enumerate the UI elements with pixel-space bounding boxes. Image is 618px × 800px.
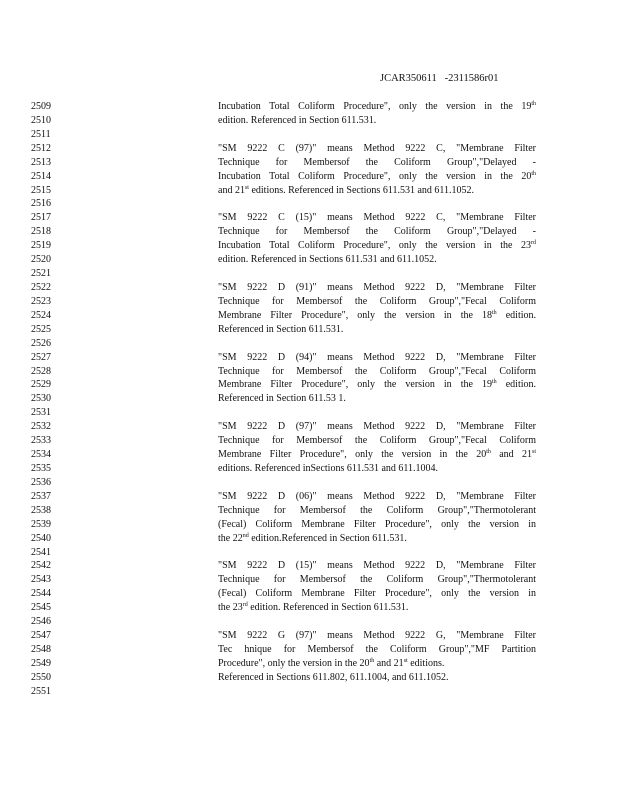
text-line <box>0 629 618 643</box>
text-line <box>0 337 618 351</box>
line-number: 2543 <box>31 574 51 586</box>
text-line <box>0 587 618 601</box>
ordinal-suffix: nd <box>242 532 249 539</box>
text-line <box>0 239 618 253</box>
line-text <box>218 532 536 546</box>
line-number: 2539 <box>31 518 51 530</box>
line-number: 2523 <box>31 295 51 307</box>
text-segment: and 21 <box>374 657 404 669</box>
text-line <box>0 434 618 448</box>
text-segment: edition. Referenced in Section 611.531. <box>218 114 377 126</box>
text-segment: "SM 9222 D (94)" means Method 9222 D, "Membrane Filter <box>218 351 536 363</box>
line-number: 2531 <box>31 407 51 419</box>
text-segment: Incubation Total Coliform Procedure", only the version in the 23 <box>218 240 531 252</box>
text-segment: editions. <box>407 657 445 669</box>
text-line <box>0 420 618 434</box>
line-number: 2518 <box>31 226 51 238</box>
text-line <box>0 128 618 142</box>
line-number: 2527 <box>31 351 51 363</box>
numbered-text-body <box>0 100 618 699</box>
line-text <box>218 629 536 643</box>
text-line <box>0 184 618 198</box>
text-segment: Tec hnique for Membersof the Coliform Group","MF Partition <box>218 643 536 655</box>
text-segment: Referenced in Sections 611.802, 611.1004, and 611.1052. <box>218 671 449 683</box>
line-text <box>218 365 536 379</box>
line-number: 2533 <box>31 435 51 447</box>
line-number: 2534 <box>31 449 51 461</box>
text-line <box>0 476 618 490</box>
text-segment: Technique for Membersof the Coliform Group","Thermotolerant <box>218 504 536 516</box>
line-text <box>218 392 536 406</box>
line-text <box>218 225 536 239</box>
text-segment: edition. <box>496 379 537 391</box>
doc-ref: -2311586r01 <box>444 73 499 84</box>
line-text <box>218 211 536 225</box>
text-segment: Technique for Membersof the Coliform Group","Delayed - <box>218 156 536 168</box>
line-number: 2513 <box>31 156 51 168</box>
line-number: 2548 <box>31 643 51 655</box>
text-line <box>0 100 618 114</box>
text-segment: "SM 9222 D (91)" means Method 9222 D, "Membrane Filter <box>218 281 536 293</box>
text-segment: Technique for Membersof the Coliform Group","Fecal Coliform <box>218 365 536 377</box>
text-line <box>0 504 618 518</box>
text-line <box>0 156 618 170</box>
text-segment: editions. Referenced in Sections 611.531 and 611.1052. <box>248 184 475 196</box>
text-line <box>0 323 618 337</box>
line-text <box>218 309 536 323</box>
text-line <box>0 518 618 532</box>
text-segment: Referenced in Section 611.531. <box>218 323 344 335</box>
line-number: 2537 <box>31 490 51 502</box>
line-number: 2515 <box>31 184 51 196</box>
text-line <box>0 559 618 573</box>
line-number: 2551 <box>31 685 51 697</box>
line-text <box>218 420 536 434</box>
text-line <box>0 211 618 225</box>
line-number: 2529 <box>31 379 51 391</box>
line-text <box>218 253 536 267</box>
text-segment: and 21 <box>218 184 245 196</box>
text-segment: edition. Referenced in Section 611.531. <box>247 602 409 614</box>
line-text <box>218 156 536 170</box>
text-line <box>0 448 618 462</box>
line-text <box>218 643 536 657</box>
text-line <box>0 170 618 184</box>
ordinal-suffix: th <box>492 309 497 316</box>
text-line <box>0 573 618 587</box>
text-segment: Technique for Membersof the Coliform Group","Fecal Coliform <box>218 295 536 307</box>
line-number: 2520 <box>31 254 51 266</box>
text-line <box>0 643 618 657</box>
line-number: 2512 <box>31 142 51 154</box>
text-segment: Membrane Filter Procedure", only the version in the 19 <box>218 379 492 391</box>
doc-id: JCAR350611 <box>380 73 437 84</box>
line-text <box>218 671 536 685</box>
line-number: 2532 <box>31 421 51 433</box>
line-number: 2538 <box>31 504 51 516</box>
text-line <box>0 406 618 420</box>
line-number: 2547 <box>31 630 51 642</box>
line-number: 2540 <box>31 532 51 544</box>
text-line <box>0 309 618 323</box>
line-text <box>218 100 536 114</box>
line-number: 2521 <box>31 268 51 280</box>
line-text <box>218 142 536 156</box>
text-segment: (Fecal) Coliform Membrane Filter Procedure", only the version in <box>218 518 536 530</box>
text-line <box>0 685 618 699</box>
text-segment: Technique for Membersof the Coliform Group","Delayed - <box>218 226 536 238</box>
text-line <box>0 253 618 267</box>
line-text <box>218 587 536 601</box>
text-line <box>0 365 618 379</box>
line-text <box>218 239 536 253</box>
line-number: 2535 <box>31 462 51 474</box>
line-number: 2511 <box>31 128 51 140</box>
line-number: 2526 <box>31 337 51 349</box>
text-segment: "SM 9222 D (97)" means Method 9222 D, "Membrane Filter <box>218 421 536 433</box>
line-number: 2544 <box>31 588 51 600</box>
text-segment: the 22 <box>218 532 243 544</box>
ordinal-suffix: st <box>244 184 249 191</box>
line-number: 2522 <box>31 281 51 293</box>
line-text <box>218 657 536 671</box>
text-segment: "SM 9222 G (97)" means Method 9222 G, "Membrane Filter <box>218 630 536 642</box>
ordinal-suffix: th <box>486 449 491 456</box>
text-segment: and 21 <box>490 449 532 461</box>
line-text <box>218 295 536 309</box>
text-line <box>0 490 618 504</box>
ordinal-suffix: th <box>531 101 536 107</box>
line-text <box>218 281 536 295</box>
line-text <box>218 323 536 337</box>
ordinal-suffix: rd <box>531 240 536 247</box>
line-number: 2550 <box>31 671 51 683</box>
line-number: 2525 <box>31 323 51 335</box>
line-number: 2549 <box>31 657 51 669</box>
line-number: 2517 <box>31 212 51 224</box>
text-line <box>0 546 618 560</box>
text-line <box>0 462 618 476</box>
line-text <box>218 170 536 184</box>
line-number: 2510 <box>31 114 51 126</box>
line-number: 2514 <box>31 170 51 182</box>
line-text <box>218 504 536 518</box>
text-line <box>0 378 618 392</box>
line-text <box>218 351 536 365</box>
line-text <box>218 378 536 392</box>
line-text <box>218 573 536 587</box>
text-line <box>0 657 618 671</box>
text-segment: Incubation Total Coliform Procedure", only the version in the 20 <box>218 170 532 182</box>
text-line <box>0 281 618 295</box>
ordinal-suffix: th <box>531 170 536 177</box>
text-line <box>0 671 618 685</box>
text-segment: Membrane Filter Procedure", only the version in the 18 <box>218 309 492 321</box>
text-line <box>0 615 618 629</box>
text-segment: Membrane Filter Procedure", only the version in the 20 <box>218 449 487 461</box>
text-line <box>0 197 618 211</box>
line-text <box>218 434 536 448</box>
ordinal-suffix: st <box>531 449 536 456</box>
text-line <box>0 142 618 156</box>
line-number: 2509 <box>31 101 51 112</box>
text-line <box>0 114 618 128</box>
line-text <box>218 490 536 504</box>
line-text <box>218 184 536 198</box>
text-line <box>0 392 618 406</box>
text-segment: Technique for Membersof the Coliform Group","Thermotolerant <box>218 574 536 586</box>
line-number: 2542 <box>31 560 51 572</box>
line-text <box>218 448 536 462</box>
text-segment: Incubation Total Coliform Procedure", only the version in the 19 <box>218 101 532 112</box>
text-segment: Procedure", only the version in the 20 <box>218 657 370 669</box>
line-number: 2530 <box>31 393 51 405</box>
ordinal-suffix: st <box>403 657 408 664</box>
text-segment: the 23 <box>218 602 243 614</box>
text-segment: Referenced in Section 611.53 1. <box>218 393 346 405</box>
line-number: 2546 <box>31 616 51 628</box>
line-number: 2545 <box>31 602 51 614</box>
line-number: 2536 <box>31 476 51 488</box>
line-number: 2524 <box>31 309 51 321</box>
line-text <box>218 462 536 476</box>
line-text <box>218 559 536 573</box>
text-segment: edition. Referenced in Sections 611.531 and 611.1052. <box>218 254 437 266</box>
text-line <box>0 601 618 615</box>
line-number: 2541 <box>31 546 51 558</box>
line-number: 2519 <box>31 240 51 252</box>
text-segment: "SM 9222 D (15)" means Method 9222 D, "Membrane Filter <box>218 560 536 572</box>
text-line <box>0 351 618 365</box>
text-segment: edition. <box>496 309 537 321</box>
ordinal-suffix: th <box>492 379 497 386</box>
text-segment: "SM 9222 D (06)" means Method 9222 D, "Membrane Filter <box>218 490 536 502</box>
text-segment: edition.Referenced in Section 611.531. <box>248 532 407 544</box>
text-line <box>0 267 618 281</box>
text-segment: "SM 9222 C (15)" means Method 9222 C, "Membrane Filter <box>218 212 536 224</box>
line-number: 2528 <box>31 365 51 377</box>
ordinal-suffix: rd <box>242 602 248 609</box>
line-text <box>218 601 536 615</box>
text-segment: editions. Referenced inSections 611.531 and 611.1004. <box>218 462 439 474</box>
line-text <box>218 518 536 532</box>
page-header <box>380 73 499 84</box>
text-line <box>0 532 618 546</box>
text-segment: (Fecal) Coliform Membrane Filter Procedure", only the version in <box>218 588 536 600</box>
text-line <box>0 295 618 309</box>
text-line <box>0 225 618 239</box>
line-number: 2516 <box>31 198 51 210</box>
text-segment: "SM 9222 C (97)" means Method 9222 C, "Membrane Filter <box>218 142 536 154</box>
line-text <box>218 114 536 128</box>
text-segment: Technique for Membersof the Coliform Group","Fecal Coliform <box>218 435 536 447</box>
ordinal-suffix: th <box>369 657 375 664</box>
